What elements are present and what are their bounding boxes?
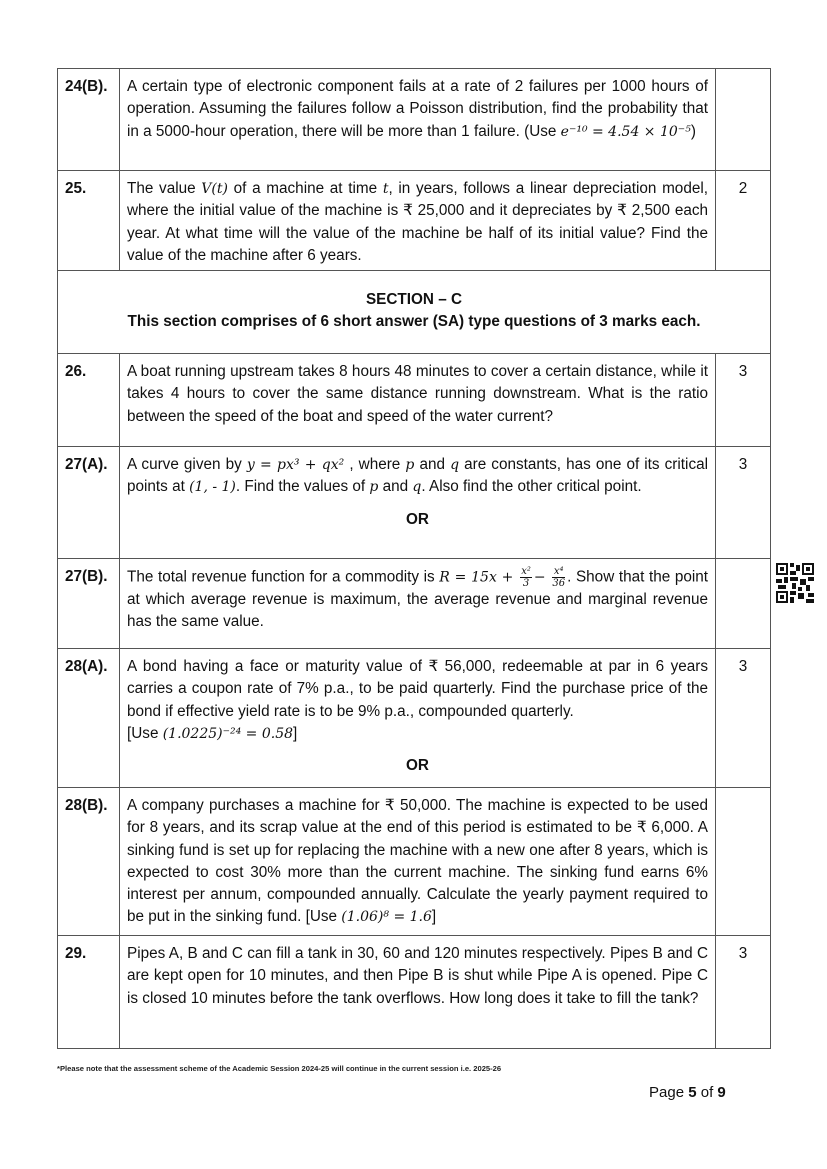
text-segment: [Use — [127, 724, 163, 742]
question-text — [120, 69, 716, 171]
math-expression: t — [382, 181, 389, 197]
text-segment: and — [414, 456, 451, 473]
text-segment: and — [378, 478, 413, 496]
math-expression: y = px³ + qx² — [246, 457, 345, 473]
math-expression: q — [450, 457, 460, 473]
question-row — [58, 69, 771, 171]
question-row — [58, 447, 771, 559]
question-number: 28(B). — [58, 788, 120, 936]
question-text — [120, 447, 716, 559]
question-number: 25. — [58, 171, 120, 271]
text-segment: , in years, follows a linear depreciation model, where the initial value of the machine is ₹ 25,000 and it depreciates by ₹ 2,500 each year. At what time will the value of the machine be half of its initial value? Find the value of the machine after 6 years. — [127, 180, 708, 264]
section-header-row — [58, 271, 771, 354]
denominator: 36 — [552, 578, 566, 589]
question-number: 28(A). — [58, 649, 120, 788]
text-segment: ] — [293, 724, 298, 742]
question-row — [58, 936, 771, 1049]
question-number: 29. — [58, 936, 120, 1049]
marks: 3 — [716, 354, 771, 447]
question-text — [120, 559, 716, 649]
question-number: 27(B). — [58, 559, 120, 649]
text-segment: . Also find the other critical point. — [421, 478, 642, 496]
question-row — [58, 788, 771, 936]
question-text — [120, 788, 716, 936]
math-expression: p — [369, 479, 379, 496]
text-segment: A company purchases a machine for ₹ 50,000. The machine is expected to be used for 8 years, and its scrap value at the end of this period is estimated to be ₹ 6,000. A sinking fund is set up for replacing the machine with a new one after 8 years, which is expected to cost 30% more than the current machine. The sinking fund earns 6% interest per annum, compounded annually. Calculate the yearly payment required to be put in the sinking fund. [Use — [127, 797, 708, 926]
page-current: 5 — [688, 1084, 697, 1101]
text-segment: , where — [344, 456, 406, 473]
marks: 3 — [716, 936, 771, 1049]
math-expression: q — [412, 479, 422, 496]
or-divider: OR — [406, 757, 429, 775]
question-row — [58, 171, 771, 271]
text-segment: A curve given by — [127, 456, 247, 473]
numerator: x⁴ — [553, 566, 564, 577]
numerator: x² — [521, 566, 531, 577]
question-text — [120, 171, 716, 271]
question-number: 27(A). — [58, 447, 120, 559]
text-segment: are constants, has one of its critical points at — [127, 456, 708, 496]
question-text — [120, 354, 716, 447]
footnote: *Please note that the assessment scheme of the Academic Session 2024-25 will continue in the current session i.e. 2025-26 — [57, 1064, 502, 1073]
text-segment: A boat running upstream takes 8 hours 48 minutes to cover a certain distance, while it takes 4 hours to cover the same distance running downstream. What is the ratio between the speed of the boat and speed of the water current? — [127, 363, 708, 425]
math-expression: R = 15x + — [439, 569, 519, 586]
text-segment: ] — [431, 908, 437, 926]
text-segment: Pipes A, B and C can fill a tank in 30, 60 and 120 minutes respectively. Pipes B and C are kept open for 10 minutes, and then Pipe B is shut while Pipe A is opened. Pipe C is closed 10 minutes before the tank overflows. How long does it take to fill the tank? — [127, 945, 708, 1007]
question-table — [57, 68, 771, 1049]
or-divider: OR — [406, 510, 429, 528]
marks: 2 — [716, 171, 771, 271]
math-expression: V(t) — [201, 181, 228, 197]
math-expression: (1.0225)⁻²⁴ = 0.58 — [162, 725, 294, 742]
fraction — [552, 566, 565, 589]
math-expression: e⁻¹⁰ = 4.54 × 10⁻⁵ — [560, 123, 691, 140]
text-segment: The total revenue function for a commodity is — [127, 568, 440, 586]
marks — [716, 559, 771, 649]
denominator: 3 — [522, 578, 530, 589]
text-segment: A bond having a face or maturity value of ₹ 56,000, redeemable at par in 6 years carries a coupon rate of 7% p.a., to be paid quarterly. Find the purchase price of the bond if effective yield rate is to be 9% p.a., compounded quarterly. — [127, 658, 708, 720]
qr-code-icon — [776, 563, 814, 603]
question-number: 24(B). — [58, 69, 120, 171]
text-segment: ) — [690, 122, 696, 140]
question-row — [58, 649, 771, 788]
math-expression: (1.06)⁸ = 1.6 — [341, 909, 432, 926]
section-title: SECTION – C — [365, 291, 463, 308]
page-total: 9 — [717, 1084, 726, 1101]
page-of: of — [700, 1084, 714, 1101]
marks — [716, 69, 771, 171]
question-row — [58, 354, 771, 447]
text-segment: The value — [127, 180, 202, 197]
question-number: 26. — [58, 354, 120, 447]
question-text — [120, 649, 716, 788]
section-header — [58, 271, 771, 354]
marks — [716, 788, 771, 936]
math-expression: (1, - 1) — [189, 479, 236, 496]
math-expression: p — [405, 457, 415, 473]
fraction — [520, 566, 532, 589]
text-segment: . Show that the point at which average revenue is maximum, the average revenue and marginal revenue has the same value. — [127, 568, 708, 631]
question-text — [120, 936, 716, 1049]
marks: 3 — [716, 649, 771, 788]
text-segment: A certain type of electronic component fails at a rate of 2 failures per 1000 hours of operation. Assuming the failures follow a Poisson distribution, find the probability that in a 5000-hour operation, there will be more than 1 failure. (Use — [127, 78, 708, 140]
question-row — [58, 559, 771, 649]
marks: 3 — [716, 447, 771, 559]
page-number — [649, 1084, 726, 1101]
page-label: Page — [649, 1084, 685, 1101]
section-subtitle: This section comprises of 6 short answer (SA) type questions of 3 marks each. — [127, 313, 701, 331]
math-expression: − — [533, 569, 551, 586]
text-segment: of a machine at time — [227, 180, 383, 197]
text-segment: . Find the values of — [235, 478, 370, 496]
